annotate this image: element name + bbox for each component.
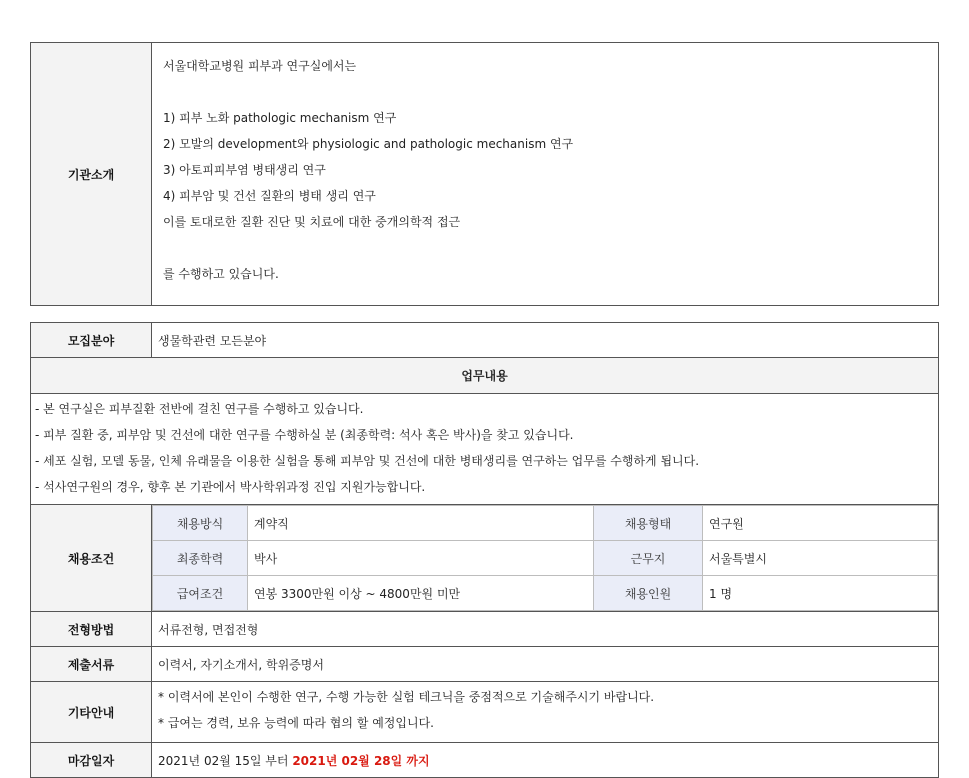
salary-value: 연봉 3300만원 이상 ~ 4800만원 미만 [248, 576, 594, 611]
intro-line: 3) 아토피피부염 병태생리 연구 [163, 163, 326, 177]
salary-label: 급여조건 [153, 576, 248, 611]
location-value: 서울특별시 [703, 541, 938, 576]
intro-line: 4) 피부암 및 건선 질환의 병태 생리 연구 [163, 189, 376, 203]
intro-line: 1) 피부 노화 pathologic mechanism 연구 [163, 111, 397, 125]
hire-method-label: 채용방식 [153, 506, 248, 541]
intro-line: 서울대학교병원 피부과 연구실에서는 [163, 59, 357, 73]
deadline-start: 2021년 02월 15일 부터 [158, 753, 289, 768]
hire-type-label: 채용형태 [594, 506, 703, 541]
documents-label: 제출서류 [31, 647, 152, 682]
headcount-label: 채용인원 [594, 576, 703, 611]
duty-list [31, 394, 939, 505]
conditions-table [152, 505, 938, 611]
intro-line: 2) 모발의 development와 physiologic and pathologic mechanism 연구 [163, 137, 574, 151]
hire-type-value: 연구원 [703, 506, 938, 541]
education-label: 최종학력 [153, 541, 248, 576]
intro-line: 이를 토대로한 질환 진단 및 치료에 대한 중개의학적 접근 [163, 215, 461, 229]
deadline-end: 2021년 02월 28일 까지 [292, 753, 430, 768]
duty-item: - 석사연구원의 경우, 향후 본 기관에서 박사학위과정 진입 지원가능합니다. [35, 480, 426, 494]
intro-line: 를 수행하고 있습니다. [163, 267, 279, 281]
recruitment-table [30, 322, 939, 778]
headcount-value: 1 명 [703, 576, 938, 611]
duty-item: - 피부 질환 중, 피부암 및 건선에 대한 연구를 수행하실 분 (최종학력: 석사 혹은 박사)을 찾고 있습니다. [35, 428, 574, 442]
duty-header: 업무내용 [31, 358, 939, 394]
location-label: 근무지 [594, 541, 703, 576]
field-label: 모집분야 [31, 323, 152, 358]
other-note: * 이력서에 본인이 수행한 연구, 수행 가능한 실험 테크닉을 중점적으로 기술해주시기 바랍니다. [158, 690, 655, 704]
conditions-label: 채용조건 [31, 505, 152, 612]
deadline-label: 마감일자 [31, 743, 152, 778]
other-notes [152, 682, 939, 743]
duty-item: - 본 연구실은 피부질환 전반에 걸친 연구를 수행하고 있습니다. [35, 402, 364, 416]
hire-method-value: 계약직 [248, 506, 594, 541]
intro-line-blank [163, 83, 938, 109]
duty-item: - 세포 실험, 모델 동물, 인체 유래물을 이용한 실험을 통해 피부암 및 건선에 대한 병태생리를 연구하는 업무를 수행하게 됩니다. [35, 454, 700, 468]
selection-label: 전형방법 [31, 612, 152, 647]
intro-label: 기관소개 [31, 43, 152, 306]
intro-text [152, 43, 939, 306]
institution-intro-table [30, 42, 939, 306]
selection-value: 서류전형, 면접전형 [152, 612, 939, 647]
field-value: 생물학관련 모든분야 [152, 323, 939, 358]
deadline-value [152, 743, 939, 778]
documents-value: 이력서, 자기소개서, 학위증명서 [152, 647, 939, 682]
intro-line-blank [163, 239, 938, 265]
conditions-cell [152, 505, 939, 612]
other-label: 기타안내 [31, 682, 152, 743]
other-note: * 급여는 경력, 보유 능력에 따라 협의 할 예정입니다. [158, 716, 434, 730]
education-value: 박사 [248, 541, 594, 576]
